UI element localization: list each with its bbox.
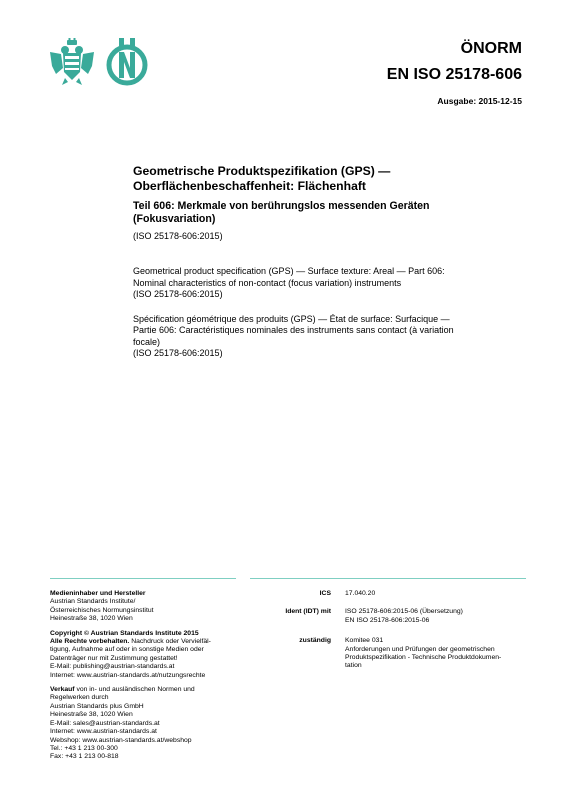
fax-number: Fax: +43 1 213 00-818 [50,753,119,761]
meta-value [345,637,530,671]
publisher-line: Austrian Standards Institute/ [50,598,136,606]
sales-line: Regelwerken durch [50,694,109,702]
sales-line [50,686,240,694]
meta-value [345,608,530,625]
brand-name: ÖNORM [460,40,522,57]
publisher-info [50,590,240,768]
meta-key: zuständig [299,637,331,645]
sales-info [50,686,240,762]
title-de-line: Geometrische Produktspezifikation (GPS) — [133,164,391,178]
meta-key: Ident (IDT) mit [285,608,331,616]
meta-value: 17.040.20 [345,590,376,597]
title-en-line: Geometrical product specification (GPS) — Surface texture: Areal — Part 606: [133,266,445,276]
publisher-line: Österreichisches Normungsinstitut [50,606,154,614]
sales-line: Austrian Standards plus GmbH [50,702,144,710]
title-en [133,266,513,301]
rights-line: Datenträger nur mit Zustimmung gestattet! [50,654,178,662]
copyright-line: Copyright © Austrian Standards Institute 2015 [50,629,199,637]
title-en-line: (ISO 25178-606:2015) [133,289,223,299]
austrian-eagle-crest-icon [48,38,96,86]
title-de-line: Oberflächenbeschaffenheit: Flächenhaft [133,179,366,193]
title-part-line: Teil 606: Merkmale von berührungslos messenden Geräten [133,200,430,212]
meta-key: ICS [319,590,331,597]
sales-email[interactable]: E-Mail: sales@austrian-standards.at [50,719,160,727]
meta-row-responsible [250,637,530,671]
title-part [133,200,513,226]
divider-right [250,578,526,579]
standard-designation [387,40,522,85]
title-fr-line: focale) [133,336,161,347]
meta-value-line: tation [345,662,362,670]
rights-line: tigung, Aufnahme auf oder in sonstige Medien oder [50,646,204,654]
meta-value-line: Anforderungen und Prüfungen der geometrischen [345,645,495,653]
meta-value-line: ISO 25178-606:2015-06 (Übersetzung) [345,608,463,616]
title-en-line: Nominal characteristics of non-contact (focus variation) instruments [133,277,402,288]
publishing-email[interactable]: E-Mail: publishing@austrian-standards.at [50,663,175,671]
copyright-notice [50,630,240,680]
sales-line: Heinestraße 38, 1020 Wien [50,711,133,719]
meta-row-ident [250,608,530,625]
rights-website[interactable]: Internet: www.austrian-standards.at/nutzungsrechte [50,671,206,679]
divider-left [50,578,236,579]
meta-value-line: EN ISO 25178-606:2015-06 [345,616,430,624]
sales-bold: Verkauf [50,686,75,694]
rights-line [50,638,240,646]
webshop-link[interactable]: Webshop: www.austrian-standards.at/webshop [50,736,192,744]
title-iso-ref: (ISO 25178-606:2015) [133,231,223,241]
rights-rest: Nachdruck oder Vervielfäl- [129,638,211,646]
publisher-address [50,590,240,624]
meta-value-line: Komitee 031 [345,637,384,645]
phone-number: Tel.: +43 1 213 00-300 [50,744,118,752]
edition-date: Ausgabe: 2015-12-15 [437,96,522,106]
title-fr [133,314,513,360]
title-de [133,164,513,194]
standard-number: EN ISO 25178-606 [386,66,522,83]
metadata-table [250,590,530,681]
sales-rest: von in- und ausländischen Normen und [74,686,195,694]
on-monogram-icon [106,38,148,86]
title-block [133,164,513,360]
sales-website[interactable]: Internet: www.austrian-standards.at [50,728,157,736]
publisher-heading: Medieninhaber und Hersteller [50,590,146,597]
title-fr-line: Spécification géométrique des produits (GPS) — État de surface: Surfacique — [133,313,450,324]
title-fr-line: Partie 606: Caractéristiques nominales des instruments sans contact (à variation [133,325,454,335]
publisher-line: Heinestraße 38, 1020 Wien [50,615,133,623]
rights-bold: Alle Rechte vorbehalten. [50,638,130,646]
meta-row-ics [250,590,530,598]
title-part-line: (Fokusvariation) [133,213,216,225]
title-fr-line: (ISO 25178-606:2015) [133,348,223,358]
meta-value-line: Produktspezifikation - Technische Produktdokumen- [345,654,502,662]
